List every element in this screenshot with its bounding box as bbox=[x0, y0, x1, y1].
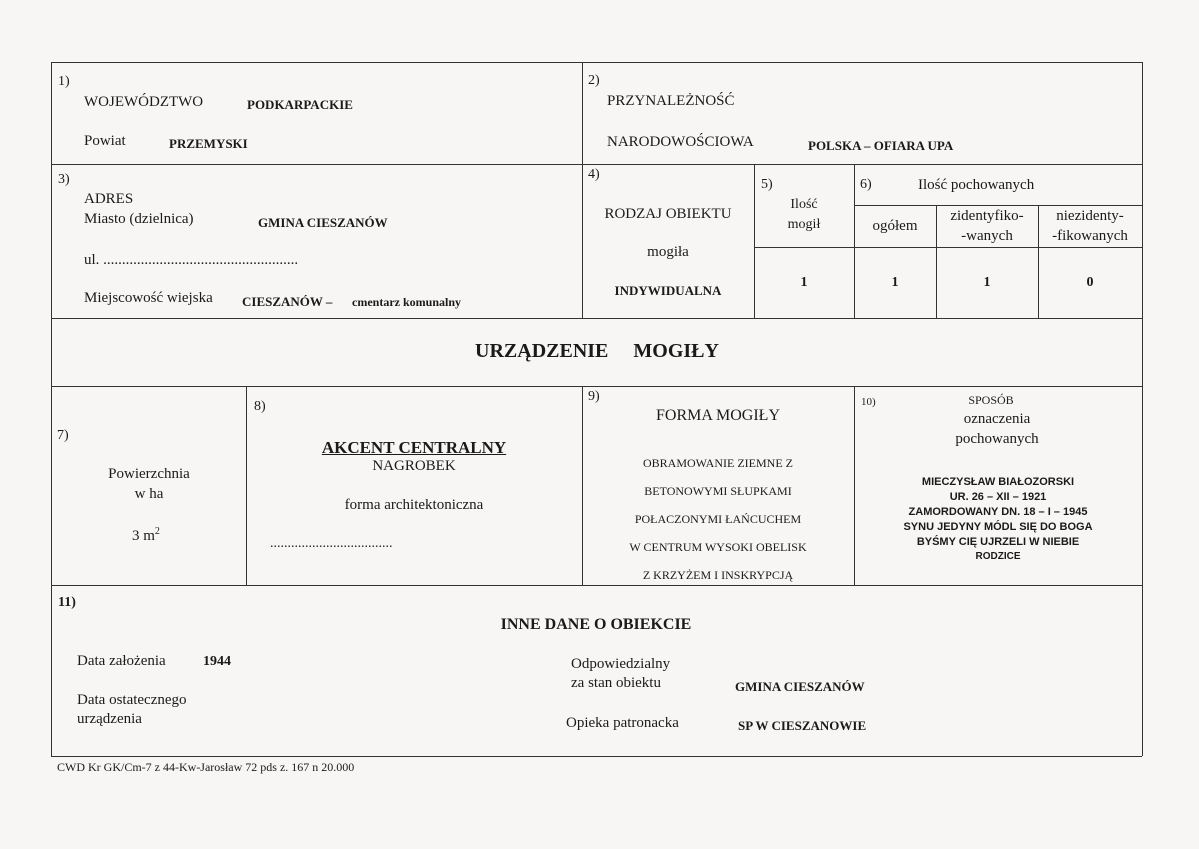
miasto-label: Miasto (dzielnica) bbox=[84, 211, 194, 227]
niezidentyfikowanych-header-1: niezidenty- bbox=[1056, 208, 1124, 224]
zidentyfikowanych-value: 1 bbox=[983, 275, 991, 290]
powierzchnia-label: Powierzchnia bbox=[108, 466, 190, 482]
section-9-number: 9) bbox=[588, 389, 600, 404]
data-ostatecznego-label-2: urządzenia bbox=[77, 711, 142, 727]
wojewodztwo-value: PODKARPACKIE bbox=[247, 97, 353, 112]
form-footer: CWD Kr GK/Cm-7 z 44-Kw-Jarosław 72 pds z. 167 n 20.000 bbox=[57, 760, 355, 774]
section-10-number: 10) bbox=[861, 396, 876, 408]
opieka-patronacka-value: SP W CIESZANOWIE bbox=[738, 718, 867, 733]
narodowosciowa-label: NARODOWOŚCIOWA bbox=[607, 134, 754, 150]
forma-mogily-label: FORMA MOGIŁY bbox=[655, 407, 781, 424]
miejscowosc-label: Miejscowość wiejska bbox=[84, 290, 213, 306]
inscription-line-4: SYNU JEDYNY MÓDL SIĘ DO BOGA bbox=[903, 521, 1093, 533]
powiat-label: Powiat bbox=[84, 133, 126, 149]
zidentyfikowanych-header-2: -wanych bbox=[961, 228, 1013, 244]
powiat-value: PRZEMYSKI bbox=[169, 136, 248, 151]
w-ha-label: w ha bbox=[134, 486, 164, 502]
forma-line-1: OBRAMOWANIE ZIEMNE Z bbox=[643, 456, 793, 470]
sposob-label: SPOSÓB bbox=[968, 393, 1014, 407]
rodzaj-type: mogiła bbox=[647, 244, 689, 260]
forma-line-4: W CENTRUM WYSOKI OBELISK bbox=[629, 540, 807, 554]
ul-label: ul. .................................................... bbox=[84, 252, 299, 268]
opieka-patronacka-label: Opieka patronacka bbox=[566, 715, 679, 731]
data-ostatecznego-label-1: Data ostatecznego bbox=[77, 692, 187, 708]
oznaczenia-label: oznaczenia bbox=[963, 411, 1031, 427]
pochowanych-label: pochowanych bbox=[955, 431, 1039, 447]
forma-line-2: BETONOWYMI SŁUPKAMI bbox=[644, 484, 792, 498]
powierzchnia-value: 3 $m^2$ bbox=[132, 526, 160, 544]
rodzaj-obiektu-label: RODZAJ OBIEKTU bbox=[604, 206, 732, 222]
section-7-number: 7) bbox=[57, 428, 69, 443]
section-2-number: 2) bbox=[588, 73, 600, 88]
wojewodztwo-label: WOJEWÓDZTWO bbox=[84, 94, 204, 110]
ilosc-mogil-value: 1 bbox=[800, 275, 808, 290]
section-8-number: 8) bbox=[254, 399, 266, 414]
inscription-line-6: RODZICE bbox=[975, 551, 1021, 562]
ilosc-mogil-label-1: Ilość bbox=[790, 197, 818, 212]
section-1-number: 1) bbox=[58, 74, 70, 89]
narodowosc-value: POLSKA – OFIARA UPA bbox=[808, 138, 954, 153]
miejscowosc-cemetery: cmentarz komunalny bbox=[352, 295, 461, 309]
ilosc-pochowanych-label: Ilość pochowanych bbox=[918, 177, 1035, 193]
inscription-line-2: UR. 26 – XII – 1921 bbox=[949, 491, 1047, 503]
odpowiedzialny-value: GMINA CIESZANÓW bbox=[735, 679, 865, 694]
niezidentyfikowanych-value: 0 bbox=[1086, 275, 1094, 290]
forma-line-5: Z KRZYŻEM I INSKRYPCJĄ bbox=[642, 568, 794, 582]
nagrobek-label: NAGROBEK bbox=[372, 458, 456, 474]
section-3-number: 3) bbox=[58, 172, 70, 187]
data-zalozenia-value: 1944 bbox=[203, 654, 231, 669]
ogolem-header: ogółem bbox=[872, 218, 918, 234]
akcent-centralny-label: AKCENT CENTRALNY bbox=[321, 438, 507, 457]
data-zalozenia-label: Data założenia bbox=[77, 653, 166, 669]
section-4-number: 4) bbox=[588, 167, 600, 182]
inne-dane-title: INNE DANE O OBIEKCIE bbox=[500, 616, 692, 633]
ilosc-mogil-label-2: mogił bbox=[787, 217, 821, 232]
miasto-value: GMINA CIESZANÓW bbox=[258, 215, 388, 230]
miejscowosc-value: CIESZANÓW – bbox=[242, 294, 333, 309]
zidentyfikowanych-header-1: zidentyfiko- bbox=[950, 208, 1024, 224]
inscription-line-5: BYŚMY CIĘ UJRZELI W NIEBIE bbox=[916, 536, 1080, 548]
adres-label: ADRES bbox=[84, 191, 134, 207]
przynaleznosc-label: PRZYNALEŻNOŚĆ bbox=[607, 93, 735, 109]
inscription-line-3: ZAMORDOWANY DN. 18 – I – 1945 bbox=[908, 506, 1088, 518]
section-11-number: 11) bbox=[58, 595, 76, 610]
inscription-line-1: MIECZYSŁAW BIAŁOZORSKI bbox=[921, 476, 1075, 488]
rodzaj-value: INDYWIDUALNA bbox=[614, 283, 722, 298]
forma-architektoniczna-label: forma architektoniczna bbox=[344, 497, 484, 513]
page-title: URZĄDZENIE MOGIŁY bbox=[475, 340, 719, 362]
forma-line-3: POŁACZONYMI ŁAŃCUCHEM bbox=[634, 512, 802, 526]
niezidentyfikowanych-header-2: -fikowanych bbox=[1052, 228, 1128, 244]
section-5-number: 5) bbox=[761, 177, 773, 192]
section-6-number: 6) bbox=[860, 177, 872, 192]
odpowiedzialny-label-1: Odpowiedzialny bbox=[571, 656, 671, 672]
forma-dots: ................................... bbox=[270, 536, 393, 551]
odpowiedzialny-label-2: za stan obiektu bbox=[571, 675, 661, 691]
ogolem-value: 1 bbox=[891, 275, 899, 290]
